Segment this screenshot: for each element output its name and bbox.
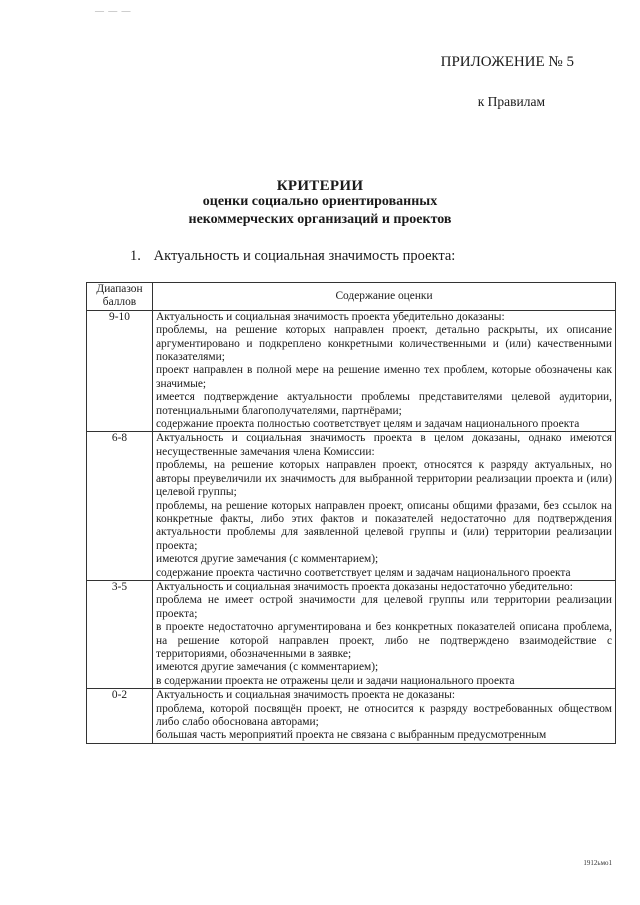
assessment-content <box>153 432 616 580</box>
assessment-content <box>153 580 616 688</box>
table-row <box>87 432 616 580</box>
assessment-line: Актуальность и социальная значимость проекта не доказаны: <box>156 689 456 702</box>
assessment-line: проблема не имеет острой значимости для целевой группы или территории реализации проекта; <box>156 594 612 620</box>
assessment-line: Актуальность и социальная значимость проекта доказаны недостаточно убедительно: <box>156 580 573 593</box>
appendix-number: ПРИЛОЖЕНИЕ № 5 <box>440 54 574 70</box>
scan-artifact: — — — <box>95 6 132 16</box>
assessment-line: проблемы, на решение которых направлен проект, детально раскрыты, их описание аргументировано и подкреплено конкретными количественными и (или) качественными показателями; <box>156 324 612 364</box>
criteria-table <box>86 282 616 744</box>
document-title: КРИТЕРИИ <box>276 178 364 194</box>
table-header-row <box>87 283 616 311</box>
table-row <box>87 310 616 432</box>
assessment-line: в содержании проекта не отражены цели и задачи национального проекта <box>156 674 515 687</box>
score-range: 3-5 <box>87 580 153 688</box>
assessment-line: большая часть мероприятий проекта не связана с выбранным предусмотренным <box>156 729 547 742</box>
score-range: 0-2 <box>87 689 153 744</box>
assessment-content <box>153 310 616 432</box>
assessment-line: Актуальность и социальная значимость проекта в целом доказаны, однако имеются несущественные замечания члена Комиссии: <box>156 432 612 458</box>
document-subtitle: оценки социально ориентированных некоммерческих организаций и проектов <box>188 194 452 227</box>
table-row <box>87 689 616 744</box>
assessment-line: имеются другие замечания (с комментарием); <box>156 661 379 674</box>
rules-reference: к Правилам <box>477 94 545 109</box>
table-row <box>87 580 616 688</box>
section-number: 1. <box>130 248 141 264</box>
assessment-line: проект направлен в полной мере на решение именно тех проблем, которые обозначены как значимые; <box>156 364 612 390</box>
score-range: 6-8 <box>87 432 153 580</box>
assessment-line: имеется подтверждение актуальности проблемы представителями целевой аудитории, потенциальными благополучателями, партнёрами; <box>156 391 612 417</box>
assessment-line: проблемы, на решение которых направлен проект, описаны общими фразами, без ссылок на конкретные факты, либо этих фактов и показателей недостаточно для подтверждения актуальности проблемы для заявленной целевой группы и (или) территории реализации проекта; <box>156 499 612 552</box>
footer-code: 1912ьмо1 <box>583 859 612 867</box>
assessment-line: содержание проекта полностью соответствует целям и задачам национального проекта <box>156 418 580 431</box>
assessment-line: проблема, которой посвящён проект, не относится к разряду востребованных обществом либо слабо обоснована авторами; <box>156 702 612 728</box>
assessment-line: Актуальность и социальная значимость проекта убедительно доказаны: <box>156 310 505 323</box>
section-heading <box>130 248 455 265</box>
assessment-line: проблемы, на решение которых направлен проект, относятся к разряду актуальных, но авторы преувеличили их значимость для выбранной территории реализации проекта и (или) целевой группы; <box>156 459 612 499</box>
assessment-line: имеются другие замечания (с комментарием); <box>156 553 379 566</box>
assessment-line: в проекте недостаточно аргументирована и без конкретных показателей описана проблема, на решение которой направлен проект, либо не подтверждено взаимодействие с территориями, обозначенными в заявке; <box>156 621 612 660</box>
header-content: Содержание оценки <box>153 283 616 311</box>
header-score-range: Диапазон баллов <box>87 283 153 311</box>
assessment-line: содержание проекта частично соответствует целям и задачам национального проекта <box>156 566 571 579</box>
assessment-content <box>153 689 616 744</box>
section-text: Актуальность и социальная значимость проекта: <box>153 248 456 264</box>
score-range: 9-10 <box>87 310 153 432</box>
